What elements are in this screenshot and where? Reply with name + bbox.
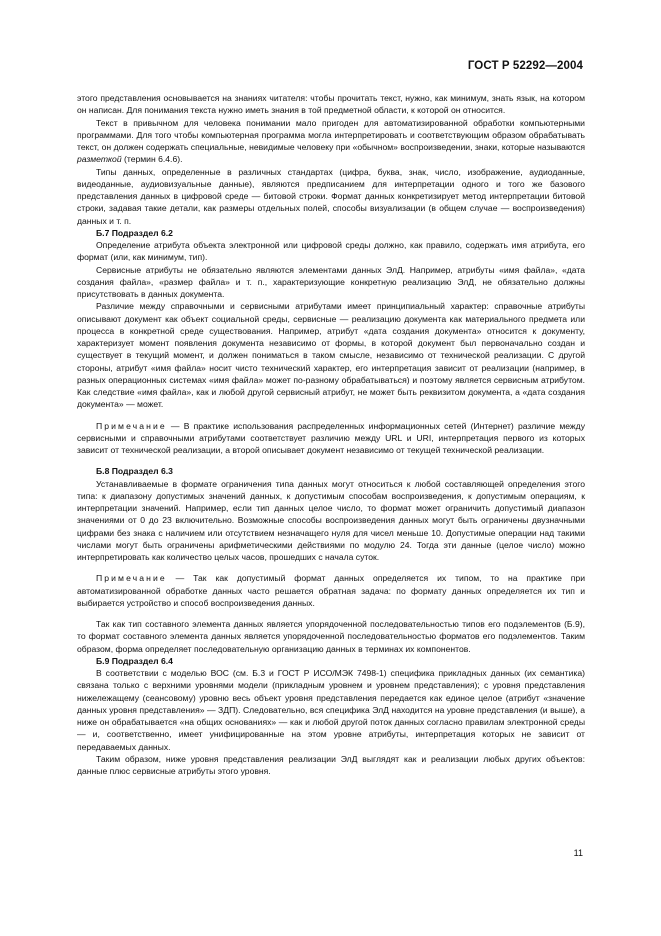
note [77, 572, 585, 609]
spacer [77, 563, 585, 572]
spacer [77, 411, 585, 420]
paragraph: Устанавливаемые в формате ограничения типа данных могут относиться к любой составляющей определения этого типа: к диапазону допустимых значений данных, к допустимым способам воспроизведения, к допустимым операциям, к интерпретации значений. Например, если тип данных целое число, то формат может ограничить допустимый диапазон значениями от 0 до 23 включительно. Возможные способы воспроизведения данных могут быть ограничены двузначными цифрами без знака с наличием или отсутствием незначащего нуля для чисел меньше 10. Допустимые операции над такими числами могут быть ограничены арифметическими действиями по модулю 24. Тогда эти данные (целое число) можно интерпретировать как количество целых часов, прошедших с начала суток. [77, 478, 585, 562]
section-heading-b8: Б.8 Подраздел 6.3 [96, 466, 173, 477]
paragraph: Определение атрибута объекта электронной или цифровой среды должно, как правило, содержать имя атрибута, его формат (или, как минимум, тип). [77, 240, 585, 263]
section-heading-b9: Б.9 Подраздел 6.4 [96, 655, 173, 666]
paragraph: В соответствии с моделью ВОС (см. Б.3 и ГОСТ Р ИСО/МЭК 7498-1) специфика прикладных данных (их семантика) связана только с верхними уровнями модели (прикладным уровнем и уровнем представления); с уровня представления нижележащему (сеансовому) уровню весь объект уровня представления передается как единое целое (атрибут «значение данных уровня представления» — ЗДП). Следовательно, вся специфика ЭлД находится на уровне представления (и выше), а ниже он обрабатывается «на общих основаниях» — как и любой другой поток данных согласно правилам электронной среды — и, соответственно, имеет унифицированные на этом уровне атрибуты, интерпретация которых не зависит от передаваемых данных. [77, 668, 585, 752]
note-text: — В практике использования распределенных информационных сетей (Интернет) различие между сервисными и справочными атрибутами соответствует различию между URL и URI, интерпретация первого из которых зависит от технической реализации, а второй описывает документ независимо от текущей технической реализации. [77, 420, 585, 455]
paragraph: Так как тип составного элемента данных является упорядоченной последовательностью типов его подэлементов (Б.9), то формат составного элемента данных является упорядоченной последовательностью форматов его подэлементов. Таким образом, форма определяет последовательную организацию данных в терминах их компонентов. [77, 619, 585, 654]
document-body [77, 92, 585, 777]
note [77, 420, 585, 457]
note-label: Примечание [96, 573, 167, 584]
spacer [77, 609, 585, 618]
spacer [77, 456, 585, 465]
paragraph-text: (термин 6.4.6). [121, 154, 183, 165]
note-text: — Так как допустимый формат данных определяется их типом, то на практике при автоматизированной обработке данных часто решается обратная задача: по формату данных определяется их тип и выбирается устройство и способ воспроизведения данных. [77, 573, 585, 608]
note-label: Примечание [96, 420, 167, 431]
section-heading-b7: Б.7 Подраздел 6.2 [96, 227, 173, 238]
term-markup: разметкой [77, 154, 122, 165]
paragraph-text: Текст в привычном для человека понимании мало пригоден для автоматизированной обработки компьютерными программами. Для того чтобы компьютерная программа могла интерпретировать и соответствующим образом обрабатывать текст, он должен содержать специальные, невидимые человеку при «обычном» воспроизведении, знаки, которые называются [77, 117, 585, 152]
paragraph: Таким образом, ниже уровня представления реализации ЭлД выглядят как и реализации любых других объектов: данные плюс сервисные атрибуты этого уровня. [77, 753, 585, 776]
paragraph: Различие между справочными и сервисными атрибутами имеет принципиальный характер: справочные атрибуты описывают документ как объект социальной среды, сервисные — реализацию документа как материального предмета или процесса в конкретной среде существования. Например, атрибут «дата создания документа» относится к документу, характеризует момент появления документа независимо от формы, в которой документ был первоначально создан и существует в текущий момент, и должен пониматься в таком смысле, независимо от технической реализации. С другой стороны, атрибут «имя файла» носит чисто технический характер, его интерпретация зависит от реализации (например, в разных операционных системах «имя файла» может по-разному обрабатываться) и поэтому является сервисным атрибутом. Как следствие «имя файла», как и любой другой сервисный атрибут, не может быть реквизитом документа, а «дата создания документа» — может. [77, 301, 585, 410]
paragraph: Сервисные атрибуты не обязательно являются элементами данных ЭлД. Например, атрибуты «имя файла», «дата создания файла», «размер файла» и т. п., характеризующие конкретную реализацию ЭлД, не обязательно должны присутствовать в данных документа. [77, 264, 585, 299]
page-number: 11 [573, 848, 583, 858]
document-header: ГОСТ Р 52292—2004 [467, 60, 583, 72]
paragraph-markup [77, 117, 585, 166]
paragraph: этого представления основывается на знаниях читателя: чтобы прочитать текст, нужно, как минимум, знать язык, на котором он написан. Для понимания текста нужно иметь знания в той предметной области, к которой он относится. [77, 93, 585, 116]
paragraph: Типы данных, определенные в различных стандартах (цифра, буква, знак, число, изображение, аудиоданные, видеоданные, аудиовизуальные данные), являются предписанием для интерпретации одного и того же базового представления данных в цифровой среде — битовой строки. Формат данных конкретизирует метод интерпретации битовой строки, задавая такие детали, как размеры отдельных полей, способы визуализации (в общем случае — воспроизведения) данных и т. п. [77, 166, 585, 226]
